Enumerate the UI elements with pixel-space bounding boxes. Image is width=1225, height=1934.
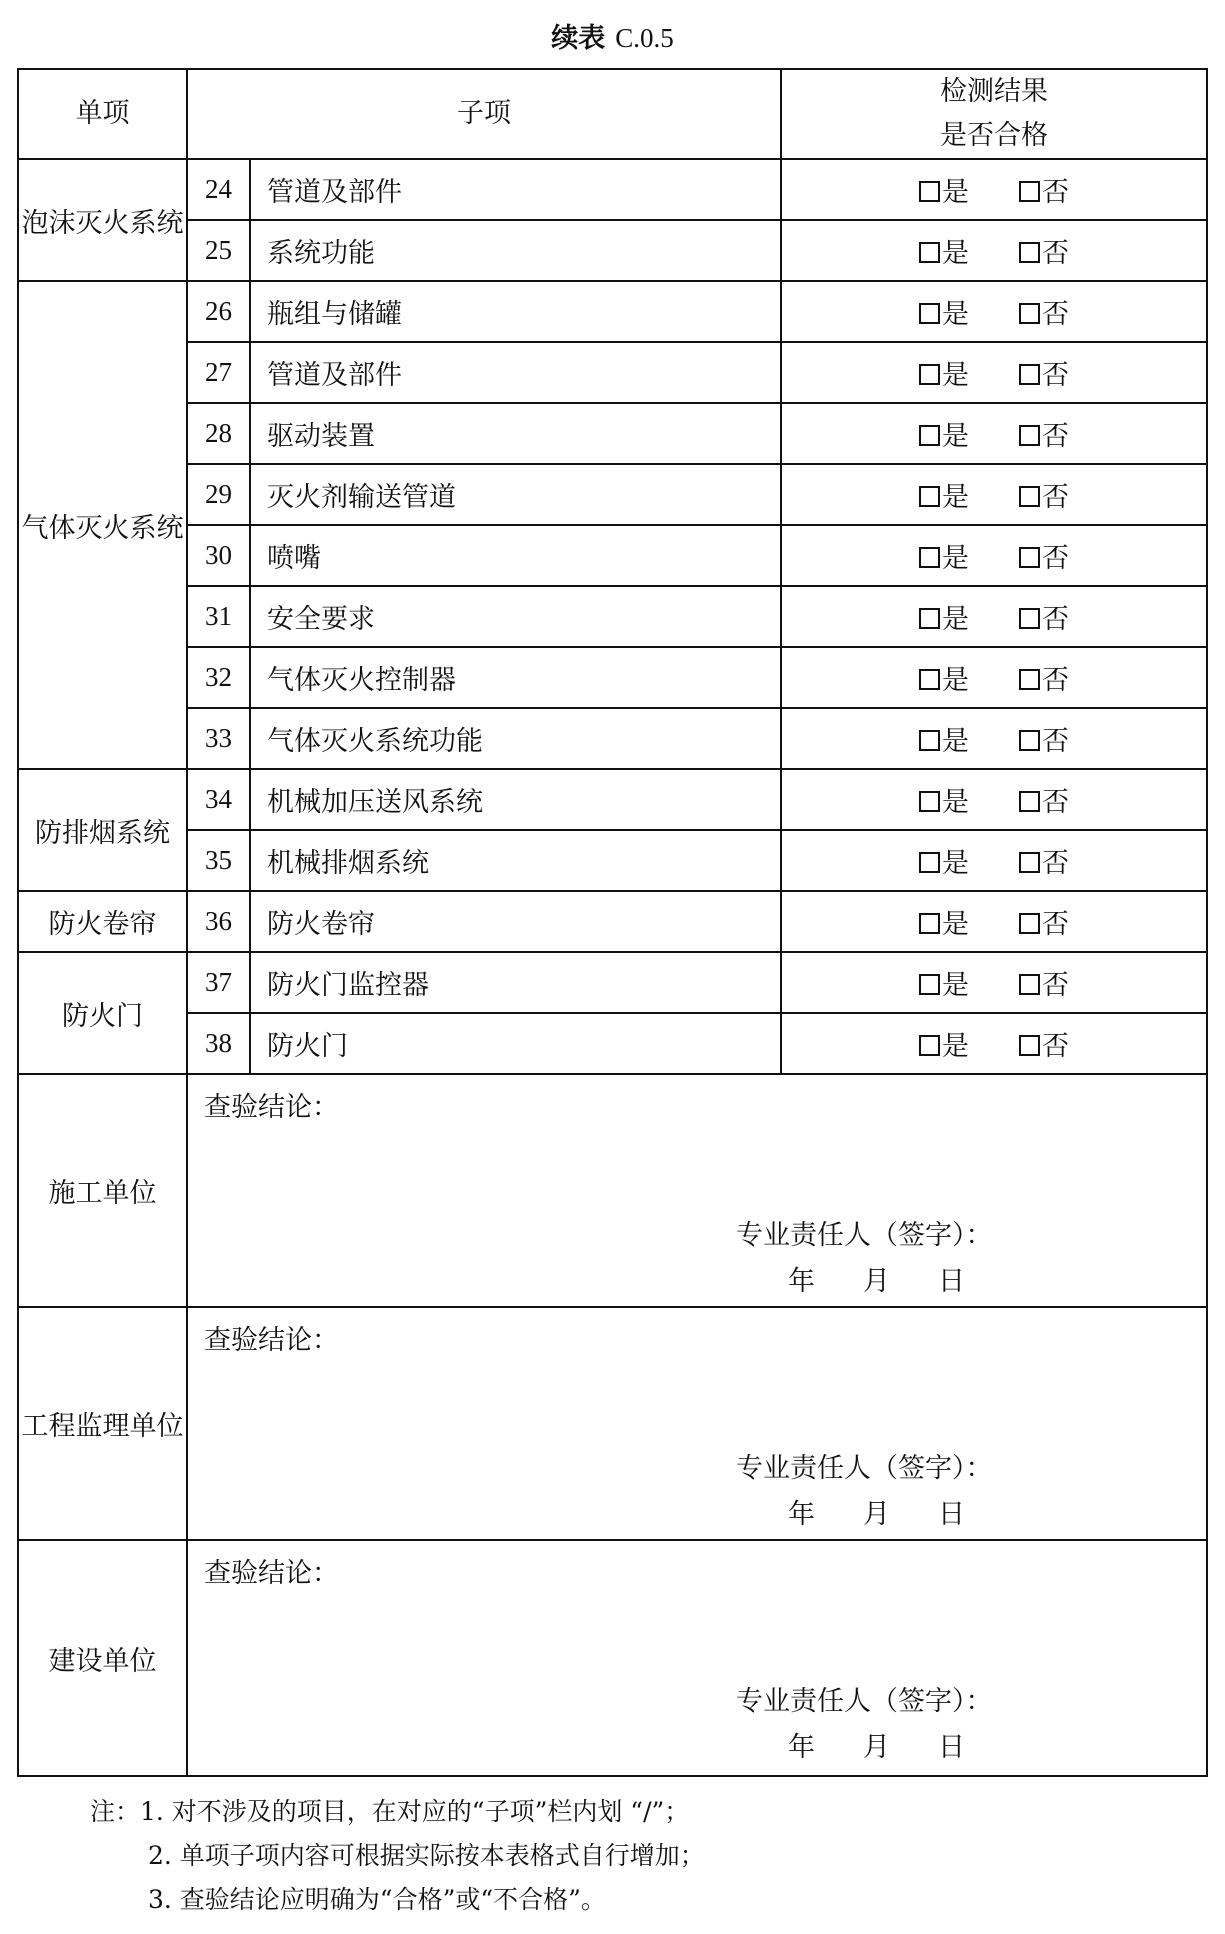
yes-option[interactable]	[894, 292, 994, 331]
yes-label: 是	[942, 421, 969, 452]
yes-checkbox[interactable]	[919, 242, 940, 263]
item-name: 气体灭火控制器	[250, 647, 781, 708]
yes-label: 是	[942, 238, 969, 269]
result-cell	[781, 708, 1207, 769]
item-number: 33	[187, 708, 250, 769]
no-checkbox[interactable]	[1019, 913, 1040, 934]
day-label: 日	[938, 1499, 965, 1530]
no-checkbox[interactable]	[1019, 974, 1040, 995]
page-title	[0, 18, 1225, 59]
yes-checkbox[interactable]	[919, 669, 940, 690]
note-2: 2. 单项子项内容可根据实际按本表格式自行增加；	[148, 1841, 705, 1870]
item-row	[18, 1013, 1207, 1074]
no-option[interactable]	[994, 780, 1094, 819]
yes-label: 是	[942, 177, 969, 208]
no-option[interactable]	[994, 292, 1094, 331]
item-row	[18, 830, 1207, 891]
item-name: 机械排烟系统	[250, 830, 781, 891]
yes-label: 是	[942, 543, 969, 574]
yes-checkbox[interactable]	[919, 486, 940, 507]
day-label: 日	[938, 1732, 965, 1763]
result-cell	[781, 342, 1207, 403]
signoff-row	[18, 1074, 1207, 1307]
no-label: 否	[1042, 1031, 1069, 1062]
no-checkbox[interactable]	[1019, 1035, 1040, 1056]
yes-checkbox[interactable]	[919, 1035, 940, 1056]
result-cell	[781, 769, 1207, 830]
yes-option[interactable]	[894, 1024, 994, 1063]
no-option[interactable]	[994, 414, 1094, 453]
signoff-cell[interactable]	[187, 1540, 1207, 1776]
yes-option[interactable]	[894, 170, 994, 209]
item-name: 管道及部件	[250, 159, 781, 220]
month-label: 月	[863, 1266, 890, 1297]
item-number: 37	[187, 952, 250, 1013]
yes-label: 是	[942, 482, 969, 513]
no-label: 否	[1042, 909, 1069, 940]
no-checkbox[interactable]	[1019, 669, 1040, 690]
item-row	[18, 586, 1207, 647]
result-cell	[781, 830, 1207, 891]
unit-name: 防排烟系统	[18, 769, 187, 891]
year-label: 年	[788, 1732, 815, 1763]
yes-option[interactable]	[894, 841, 994, 880]
item-name: 管道及部件	[250, 342, 781, 403]
no-option[interactable]	[994, 231, 1094, 270]
responsible-label: 专业责任人（签字）：	[736, 1220, 993, 1251]
item-number: 36	[187, 891, 250, 952]
item-number: 25	[187, 220, 250, 281]
no-checkbox[interactable]	[1019, 364, 1040, 385]
no-option[interactable]	[994, 536, 1094, 575]
no-label: 否	[1042, 177, 1069, 208]
item-row	[18, 403, 1207, 464]
yes-option[interactable]	[894, 719, 994, 758]
no-label: 否	[1042, 848, 1069, 879]
no-label: 否	[1042, 726, 1069, 757]
signoff-unit: 施工单位	[18, 1074, 187, 1307]
item-name: 防火卷帘	[250, 891, 781, 952]
no-checkbox[interactable]	[1019, 303, 1040, 324]
item-number: 38	[187, 1013, 250, 1074]
responsible-label: 专业责任人（签字）：	[736, 1686, 993, 1717]
item-row	[18, 342, 1207, 403]
no-label: 否	[1042, 604, 1069, 635]
yes-checkbox[interactable]	[919, 608, 940, 629]
conclusion-label: 查验结论：	[204, 1558, 339, 1589]
yes-label: 是	[942, 1031, 969, 1062]
item-number: 24	[187, 159, 250, 220]
item-row	[18, 647, 1207, 708]
no-label: 否	[1042, 482, 1069, 513]
inspection-table	[17, 68, 1208, 1777]
no-checkbox[interactable]	[1019, 425, 1040, 446]
result-cell	[781, 159, 1207, 220]
notes	[90, 1790, 705, 1922]
no-option[interactable]	[994, 963, 1094, 1002]
item-row	[18, 159, 1207, 220]
result-cell	[781, 403, 1207, 464]
item-number: 29	[187, 464, 250, 525]
no-checkbox[interactable]	[1019, 608, 1040, 629]
item-row	[18, 952, 1207, 1013]
header-row	[18, 69, 1207, 159]
yes-checkbox[interactable]	[919, 547, 940, 568]
yes-checkbox[interactable]	[919, 913, 940, 934]
item-name: 瓶组与储罐	[250, 281, 781, 342]
conclusion-label: 查验结论：	[204, 1092, 339, 1123]
responsible-label: 专业责任人（签字）：	[736, 1453, 993, 1484]
unit-name: 防火门	[18, 952, 187, 1074]
yes-checkbox[interactable]	[919, 974, 940, 995]
yes-option[interactable]	[894, 475, 994, 514]
item-number: 31	[187, 586, 250, 647]
no-option[interactable]	[994, 841, 1094, 880]
item-name: 灭火剂输送管道	[250, 464, 781, 525]
yes-checkbox[interactable]	[919, 303, 940, 324]
item-row	[18, 525, 1207, 586]
item-name: 防火门监控器	[250, 952, 781, 1013]
no-option[interactable]	[994, 658, 1094, 697]
no-checkbox[interactable]	[1019, 181, 1040, 202]
item-number: 34	[187, 769, 250, 830]
yes-label: 是	[942, 970, 969, 1001]
item-name: 防火门	[250, 1013, 781, 1074]
no-label: 否	[1042, 238, 1069, 269]
no-label: 否	[1042, 299, 1069, 330]
month-label: 月	[863, 1499, 890, 1530]
item-number: 26	[187, 281, 250, 342]
signoff-unit: 建设单位	[18, 1540, 187, 1776]
no-option[interactable]	[994, 475, 1094, 514]
day-label: 日	[938, 1266, 965, 1297]
date-line	[788, 1259, 965, 1298]
item-name: 系统功能	[250, 220, 781, 281]
title-code: C.0.5	[615, 23, 674, 53]
item-number: 28	[187, 403, 250, 464]
result-cell	[781, 586, 1207, 647]
result-cell	[781, 952, 1207, 1013]
yes-label: 是	[942, 909, 969, 940]
no-checkbox[interactable]	[1019, 547, 1040, 568]
unit-name: 防火卷帘	[18, 891, 187, 952]
item-row	[18, 464, 1207, 525]
yes-checkbox[interactable]	[919, 730, 940, 751]
no-checkbox[interactable]	[1019, 730, 1040, 751]
item-row	[18, 220, 1207, 281]
no-label: 否	[1042, 665, 1069, 696]
yes-label: 是	[942, 360, 969, 391]
no-option[interactable]	[994, 353, 1094, 392]
signoff-cell[interactable]	[187, 1074, 1207, 1307]
yes-label: 是	[942, 726, 969, 757]
no-label: 否	[1042, 543, 1069, 574]
item-name: 机械加压送风系统	[250, 769, 781, 830]
result-cell	[781, 891, 1207, 952]
yes-checkbox[interactable]	[919, 791, 940, 812]
result-cell	[781, 281, 1207, 342]
yes-label: 是	[942, 299, 969, 330]
yes-checkbox[interactable]	[919, 852, 940, 873]
header-sub: 子项	[187, 69, 781, 159]
item-name: 驱动装置	[250, 403, 781, 464]
no-checkbox[interactable]	[1019, 486, 1040, 507]
unit-name: 气体灭火系统	[18, 281, 187, 769]
item-number: 27	[187, 342, 250, 403]
yes-label: 是	[942, 787, 969, 818]
no-option[interactable]	[994, 170, 1094, 209]
no-checkbox[interactable]	[1019, 852, 1040, 873]
item-row	[18, 891, 1207, 952]
no-option[interactable]	[994, 719, 1094, 758]
no-label: 否	[1042, 970, 1069, 1001]
no-label: 否	[1042, 421, 1069, 452]
yes-label: 是	[942, 665, 969, 696]
no-label: 否	[1042, 787, 1069, 818]
result-cell	[781, 647, 1207, 708]
date-line	[788, 1492, 965, 1531]
header-result-line2: 是否合格	[940, 120, 1048, 151]
conclusion-label: 查验结论：	[204, 1325, 339, 1356]
signoff-row	[18, 1307, 1207, 1540]
signoff-row	[18, 1540, 1207, 1776]
item-row	[18, 769, 1207, 830]
yes-option[interactable]	[894, 963, 994, 1002]
note-3: 3. 查验结论应明确为“合格”或“不合格”。	[148, 1885, 606, 1914]
note-1: 注：1. 对不涉及的项目，在对应的“子项”栏内划 “/”；	[90, 1797, 690, 1826]
yes-option[interactable]	[894, 353, 994, 392]
no-checkbox[interactable]	[1019, 242, 1040, 263]
yes-option[interactable]	[894, 231, 994, 270]
yes-option[interactable]	[894, 658, 994, 697]
signoff-unit: 工程监理单位	[18, 1307, 187, 1540]
date-line	[788, 1725, 965, 1764]
header-unit: 单项	[18, 69, 187, 159]
no-checkbox[interactable]	[1019, 791, 1040, 812]
yes-option[interactable]	[894, 780, 994, 819]
no-option[interactable]	[994, 597, 1094, 636]
header-result	[781, 69, 1207, 159]
item-name: 安全要求	[250, 586, 781, 647]
no-label: 否	[1042, 360, 1069, 391]
item-number: 30	[187, 525, 250, 586]
yes-option[interactable]	[894, 536, 994, 575]
year-label: 年	[788, 1499, 815, 1530]
yes-label: 是	[942, 604, 969, 635]
yes-checkbox[interactable]	[919, 425, 940, 446]
header-result-line1: 检测结果	[940, 76, 1048, 107]
result-cell	[781, 1013, 1207, 1074]
item-row	[18, 708, 1207, 769]
year-label: 年	[788, 1266, 815, 1297]
item-name: 喷嘴	[250, 525, 781, 586]
item-number: 35	[187, 830, 250, 891]
unit-name: 泡沫灭火系统	[18, 159, 187, 281]
yes-label: 是	[942, 848, 969, 879]
yes-checkbox[interactable]	[919, 181, 940, 202]
item-row	[18, 281, 1207, 342]
result-cell	[781, 525, 1207, 586]
item-number: 32	[187, 647, 250, 708]
signoff-cell[interactable]	[187, 1307, 1207, 1540]
yes-option[interactable]	[894, 414, 994, 453]
yes-option[interactable]	[894, 597, 994, 636]
title-label: 续表	[551, 23, 606, 54]
month-label: 月	[863, 1732, 890, 1763]
no-option[interactable]	[994, 902, 1094, 941]
result-cell	[781, 464, 1207, 525]
result-cell	[781, 220, 1207, 281]
item-name: 气体灭火系统功能	[250, 708, 781, 769]
yes-checkbox[interactable]	[919, 364, 940, 385]
yes-option[interactable]	[894, 902, 994, 941]
no-option[interactable]	[994, 1024, 1094, 1063]
